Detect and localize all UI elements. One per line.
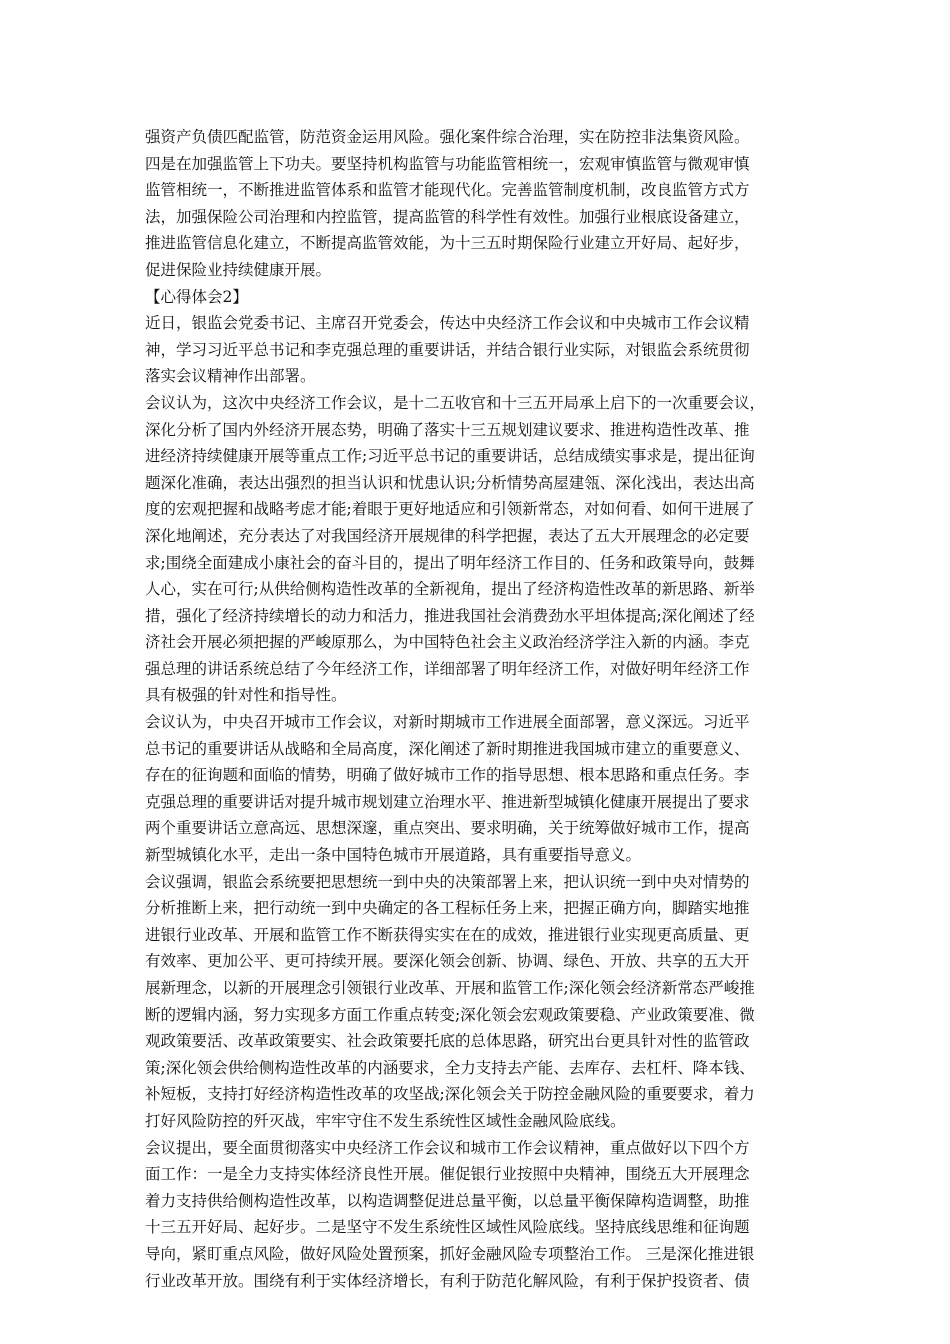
text-line: 法，加强保险公司治理和内控监管，提高监管的科学性有效性。加强行业根底设备建立， xyxy=(145,207,750,226)
text-line: 会议认为，中央召开城市工作会议，对新时期城市工作进展全面部署，意义深远。习近平 xyxy=(145,713,750,732)
text-line: 总书记的重要讲话从战略和全局高度，深化阐述了新时期推进我国城市建立的重要意义、 xyxy=(145,739,750,758)
text-line: 有效率、更加公平、更可持续开展。要深化领会创新、协调、绿色、开放、共享的五大开 xyxy=(145,952,750,971)
text-line: 打好风险防控的歼灭战，牢牢守住不发生系统性区域性金融风险底线。 xyxy=(145,1111,626,1130)
text-line: 会议认为，这次中央经济工作会议，是十二五收官和十三五开局承上启下的一次重要会议， xyxy=(145,393,766,412)
text-line: 策;深化领会供给侧构造性改革的内涵要求，全力支持去产能、去库存、去杠杆、降本钱、 xyxy=(145,1058,755,1077)
text-line: 强资产负债匹配监管，防范资金运用风险。强化案件综合治理，实在防控非法集资风险。 xyxy=(145,128,750,146)
text-line: 导向，紧盯重点风险，做好风险处置预案，抓好金融风险专项整治工作。 三是深化推进银 xyxy=(145,1244,755,1263)
text-line: 人心，实在可行;从供给侧构造性改革的全新视角，提出了经济构造性改革的新思路、新举 xyxy=(145,580,755,599)
section-heading: 【心得体会2】 xyxy=(145,287,248,306)
text-line: 断的逻辑内涵，努力实现多方面工作重点转变;深化领会宏观政策要稳、产业政策要准、微 xyxy=(145,1005,755,1024)
text-line: 进银行业改革、开展和监管工作不断获得实实在在的成效，推进银行业实现更高质量、更 xyxy=(145,925,750,944)
text-line: 具有极强的针对性和指导性。 xyxy=(145,686,347,705)
text-line: 深化地阐述，充分表达了对我国经济开展规律的科学把握，表达了五大开展理念的必定要 xyxy=(145,526,750,545)
text-line: 推进监管信息化建立，不断提高监管效能，为十三五时期保险行业建立开好局、起好步， xyxy=(145,234,750,253)
text-line: 求;围绕全面建成小康社会的奋斗目的，提出了明年经济工作目的、任务和政策导向，鼓舞 xyxy=(145,553,755,572)
text-line: 监管相统一，不断推进监管体系和监管才能现代化。完善监管制度机制，改良监管方式方 xyxy=(145,181,750,200)
text-line: 落实会议精神作出部署。 xyxy=(145,367,316,386)
text-line: 深化分析了国内外经济开展态势，明确了落实十三五规划建议要求、推进构造性改革、推 xyxy=(145,420,750,439)
text-line: 近日，银监会党委书记、主席召开党委会，传达中央经济工作会议和中央城市工作会议精 xyxy=(145,314,750,333)
text-line: 会议强调，银监会系统要把思想统一到中央的决策部署上来，把认识统一到中央对情势的 xyxy=(145,872,750,891)
text-line: 着力支持供给侧构造性改革，以构造调整促进总量平衡，以总量平衡保障构造调整，助推 xyxy=(145,1191,750,1210)
text-line: 面工作：一是全力支持实体经济良性开展。催促银行业按照中央精神，围绕五大开展理念 xyxy=(145,1165,750,1184)
text-line: 克强总理的重要讲话对提升城市规划建立治理水平、推进新型城镇化健康开展提出了要求 xyxy=(145,792,750,811)
text-line: 进经济持续健康开展等重点工作;习近平总书记的重要讲话，总结成绩实事求是，提出征询 xyxy=(145,447,755,466)
text-line: 新型城镇化水平，走出一条中国特色城市开展道路，具有重要指导意义。 xyxy=(145,846,642,865)
text-line: 十三五开好局、起好步。二是坚守不发生系统性区域性风险底线。坚持底线思维和征询题 xyxy=(145,1218,750,1237)
text-line: 度的宏观把握和战略考虑才能;着眼于更好地适应和引领新常态，对如何看、如何干进展了 xyxy=(145,500,755,519)
text-line: 促进保险业持续健康开展。 xyxy=(145,260,332,279)
text-line: 强总理的讲话系统总结了今年经济工作，详细部署了明年经济工作，对做好明年经济工作 xyxy=(145,659,750,678)
text-line: 四是在加强监管上下功夫。要坚持机构监管与功能监管相统一，宏观审慎监管与微观审慎 xyxy=(145,154,750,173)
text-line: 措，强化了经济持续增长的动力和活力，推进我国社会消费劲水平坦体提高;深化阐述了经 xyxy=(145,606,755,625)
text-line: 展新理念，以新的开展理念引领银行业改革、开展和监管工作;深化领会经济新常态严峻推 xyxy=(145,979,755,997)
text-line: 补短板，支持打好经济构造性改革的攻坚战;深化领会关于防控金融风险的重要要求，着力 xyxy=(145,1085,755,1104)
text-line: 济社会开展必须把握的严峻原那么，为中国特色社会主义政治经济学注入新的内涵。李克 xyxy=(145,633,750,652)
text-line: 存在的征询题和面临的情势，明确了做好城市工作的指导思想、根本思路和重点任务。李 xyxy=(145,766,750,785)
text-line: 观政策要活、改革政策要实、社会政策要托底的总体思路，研究出台更具针对性的监管政 xyxy=(145,1032,750,1051)
text-line: 神，学习习近平总书记和李克强总理的重要讲话，并结合银行业实际，对银监会系统贯彻 xyxy=(145,340,750,359)
text-line: 行业改革开放。围绕有利于实体经济增长，有利于防范化解风险，有利于保护投资者、债 xyxy=(145,1271,750,1290)
text-line: 两个重要讲话立意高远、思想深邃，重点突出、要求明确，关于统筹做好城市工作，提高 xyxy=(145,819,750,838)
text-line: 分析推断上来，把行动统一到中央确定的各工程标任务上来，把握正确方向，脚踏实地推 xyxy=(145,899,750,918)
document-body xyxy=(145,124,809,1294)
text-line: 题深化准确，表达出强烈的担当认识和忧患认识;分析情势高屋建瓴、深化浅出，表达出高 xyxy=(145,473,755,492)
text-line: 会议提出，要全面贯彻落实中央经济工作会议和城市工作会议精神，重点做好以下四个方 xyxy=(145,1138,750,1157)
